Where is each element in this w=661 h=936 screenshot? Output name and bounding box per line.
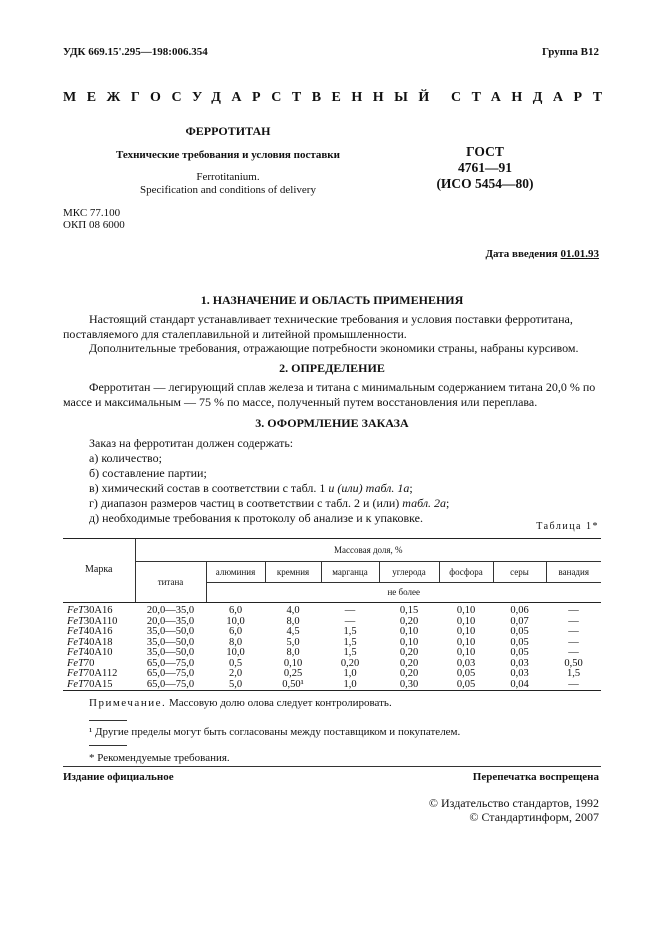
gost-block [420,144,550,192]
col-carbon: углерода [379,562,439,583]
value-cell: 2,0 [228,668,243,679]
gost-label: ГОСТ [466,144,504,159]
value-cell: 5,0 [206,680,265,691]
value-cell: 0,03 [456,657,476,669]
value-cell: 65,0—75,0 [146,657,195,669]
value-cell: 4,0 [286,605,300,616]
mks-code: МКС 77.100 [63,207,121,219]
order-item-g-text: г) диапазон размеров частиц в соответствии с табл. 2 и (или) [89,496,403,510]
value-cell: 0,05 [510,636,529,648]
value-cell: 0,15 [399,605,419,616]
table-caption: Таблица 1* [536,521,599,532]
footnote-1: ¹ Другие пределы могут быть согласованы между поставщиком и покупателем. [89,726,461,738]
value-cell: 1,5 [343,626,357,637]
value-cell: 0,10 [283,657,303,669]
section-1-heading: 1. НАЗНАЧЕНИЕ И ОБЛАСТЬ ПРИМЕНЕНИЯ [200,293,464,307]
intro-date [485,248,599,260]
value-cell: 0,10 [456,647,476,658]
reprint-prohibited: Перепечатка воспрещена [472,771,599,783]
value-cell: 0,5 [228,657,243,669]
grade-code: 40A16 [83,626,113,637]
title-block [63,124,393,197]
value-cell: 0,10 [456,605,476,616]
okp-code: ОКП 08 6000 [63,219,125,231]
copyright-1: © Издательство стандартов, 1992 [428,796,599,810]
value-cell: 0,10 [456,626,476,637]
order-item-v-text: в) химический состав в соответствии с табл. 1 [89,481,329,495]
banner-interstate: МЕЖГОСУДАРСТВЕННЫЙ [63,90,440,105]
footnote-divider [89,720,127,721]
value-cell: 0,06 [510,605,529,616]
note-text: Массовую долю олова следует контролировать. [168,697,392,709]
table-note [89,697,392,709]
value-cell: 0,07 [510,615,529,627]
value-cell: 0,03 [510,657,529,669]
not-more-than: не более [206,583,601,603]
gost-number: 4761—91 [458,160,512,175]
copyright-block [429,796,599,824]
table-row [63,627,601,638]
grade-prefix: FeT [67,636,84,648]
section-1-paragraph: Настоящий стандарт устанавливает технические требования и условия поставки ферротитана, поставляемого для сталеплавильной и литейной промышленности. [63,312,573,341]
table-row [63,680,601,691]
value-cell: 1,0 [343,668,357,679]
value-cell: 0,20 [399,615,419,627]
value-cell: 0,05 [456,668,476,679]
value-cell: 1,5 [566,668,581,679]
grade-prefix: FeT [67,647,84,658]
value-cell: 0,03 [510,668,529,679]
section-2-paragraph: Ферротитан — легирующий сплав железа и титана с минимальным содержанием титана 20,0 % по массе и максимальным — 75 % по массе, полученный путем восстановления или переплава. [63,380,596,409]
col-silicon: кремния [265,562,321,583]
value-cell: 0,10 [399,636,419,648]
grade-cell [63,603,135,617]
grade-cell [63,680,135,691]
value-cell: — [568,647,579,658]
value-cell: — [568,605,579,616]
table-row [63,669,601,680]
value-cell: 35,0—50,0 [146,626,195,637]
copyright-2: © Стандартинформ, 2007 [469,810,599,824]
grade-code: 30A110 [83,615,118,627]
grade-prefix: FeT [67,668,84,679]
value-cell: 0,10 [399,626,419,637]
col-titanium: титана [135,562,206,603]
footnote-divider-2 [89,745,127,746]
note-label: Примечание. [89,697,167,709]
intro-date-value: 01.01.93 [560,248,599,260]
value-cell: 0,04 [493,680,546,691]
value-cell: 65,0—75,0 [146,668,195,679]
order-item-b: б) составление партии; [89,466,207,480]
col-vanadium: ванадия [546,562,601,583]
order-item-g [89,496,601,511]
order-item-v-italic: и (или) табл. 1а [328,481,410,495]
value-cell: — [568,615,579,627]
order-item-g-italic: табл. 2а [402,496,447,510]
value-cell: 20,0—35,0 [146,615,195,627]
value-cell: 4,5 [286,626,300,637]
doc-subtitle: Технические требования и условия поставки [116,149,340,161]
order-item-a: а) количество; [89,451,162,465]
value-cell: 0,10 [456,615,476,627]
grade-code: 40A10 [83,647,113,658]
value-cell: 65,0—75,0 [135,680,206,691]
grade-code: 30A16 [83,605,113,616]
grade-code: 70 [83,657,95,669]
value-cell: 0,05 [510,647,529,658]
value-cell: 0,25 [283,668,303,679]
composition-table [63,538,601,691]
doc-title: ФЕРРОТИТАН [185,124,271,138]
value-cell: — [568,636,579,648]
value-cell: 6,0 [228,605,243,616]
grade-prefix: FeT [67,657,84,669]
value-cell: 10,0 [226,647,245,658]
value-cell: 0,30 [379,680,439,691]
value-cell: 0,20 [340,657,360,669]
official-edition: Издание официальное [63,771,174,783]
footnote-2: * Рекомендуемые требования. [89,752,230,764]
table-row [63,603,601,617]
order-item-v [89,481,601,496]
footer-divider [63,766,601,767]
value-cell: — [546,680,601,691]
table-row [63,648,601,659]
value-cell: 0,50 [564,657,583,669]
grade-prefix: FeT [67,605,84,616]
col-grade-header: Марка [63,539,135,603]
value-cell: 10,0 [226,615,245,627]
value-cell: — [568,626,579,637]
value-cell: 0,20 [399,657,419,669]
section-1-note: Дополнительные требования, отражающие потребности экономики страны, набраны курсивом. [89,341,579,355]
value-cell: 5,0 [286,636,300,648]
intro-date-label: Дата введения [485,248,558,260]
mass-fraction-header: Массовая доля, % [135,539,601,562]
order-item-d: д) необходимые требования к протоколу об анализе и к упаковке. [89,511,423,525]
col-aluminum: алюминия [206,562,265,583]
order-item-v-end: ; [409,481,413,495]
value-cell: — [344,605,356,616]
col-phosphorus: фосфора [439,562,493,583]
order-intro: Заказ на ферротитан должен содержать: [89,436,294,450]
value-cell: 0,10 [456,636,476,648]
value-cell: 6,0 [228,626,243,637]
value-cell: 8,0 [286,647,300,658]
grade-prefix: FeT [67,678,84,690]
order-item-g-end: ; [446,496,450,510]
col-manganese: марганца [321,562,379,583]
section-3-heading: 3. ОФОРМЛЕНИЕ ЗАКАЗА [255,416,409,430]
group-code: Группа В12 [541,46,599,58]
grade-code: 40A18 [83,636,113,648]
banner-standard: СТАНДАРТ [451,90,613,105]
value-cell: 1,0 [321,680,379,691]
doc-title-en: Ferrotitanium. [196,171,260,183]
value-cell: 20,0—35,0 [146,605,195,616]
value-cell: 1,5 [343,647,357,658]
grade-prefix: FeT [67,626,84,637]
section-2-heading: 2. ОПРЕДЕЛЕНИЕ [279,361,385,375]
grade-prefix: FeT [67,615,84,627]
value-cell: 8,0 [228,636,243,648]
doc-subtitle-en: Specification and conditions of delivery [140,184,316,196]
value-cell: 35,0—50,0 [146,636,195,648]
value-cell: 0,05 [510,626,529,637]
grade-code: 70A112 [83,668,118,679]
order-list [89,436,601,526]
udc-code: УДК 669.15'.295—198:006.354 [63,46,208,58]
value-cell: 0,20 [399,647,419,658]
value-cell: 35,0—50,0 [146,647,195,658]
classification-codes [63,207,125,231]
grade-code: 70A15 [83,678,113,690]
value-cell: 0,50¹ [265,680,321,691]
col-sulfur: серы [493,562,546,583]
value-cell: 0,20 [399,668,419,679]
value-cell: 8,0 [286,615,300,627]
iso-number: (ИСО 5454—80) [436,176,534,191]
value-cell: — [344,615,356,627]
value-cell: 0,05 [439,680,493,691]
value-cell: 1,5 [343,636,357,648]
